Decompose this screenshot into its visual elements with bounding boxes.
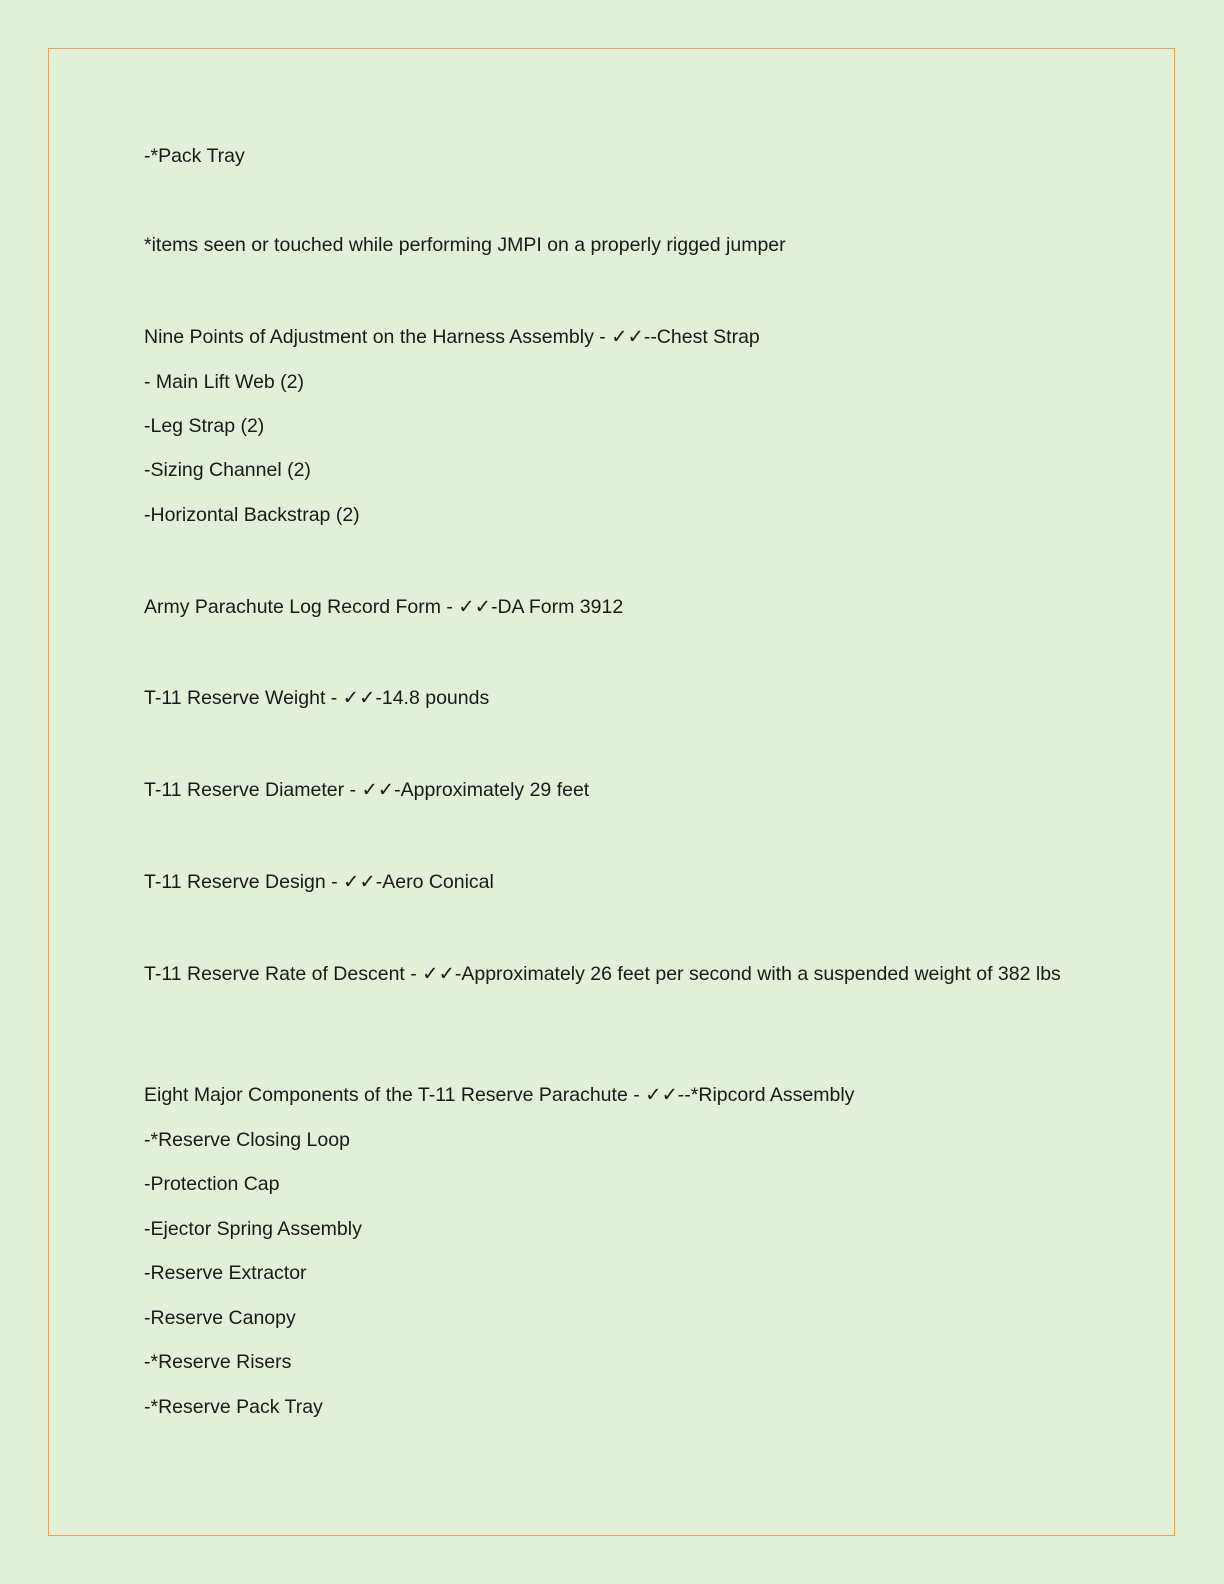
text-line-log-record-form: Army Parachute Log Record Form - ✓✓-DA Form 3912 — [144, 596, 624, 618]
text-line-sizing-channel: -Sizing Channel (2) — [144, 459, 311, 481]
text-line-horizontal-backstrap: -Horizontal Backstrap (2) — [144, 504, 360, 526]
text-line-reserve-weight: T-11 Reserve Weight - ✓✓-14.8 pounds — [144, 687, 490, 709]
text-line-reserve-extractor: -Reserve Extractor — [144, 1262, 307, 1284]
text-line-protection-cap: -Protection Cap — [144, 1173, 280, 1195]
text-line-reserve-design: T-11 Reserve Design - ✓✓-Aero Conical — [144, 871, 494, 893]
text-line-reserve-pack-tray: -*Reserve Pack Tray — [144, 1396, 323, 1418]
text-line-reserve-diameter: T-11 Reserve Diameter - ✓✓-Approximately 29 feet — [144, 779, 590, 801]
text-line-reserve-canopy: -Reserve Canopy — [144, 1307, 296, 1329]
text-line-nine-points: Nine Points of Adjustment on the Harness Assembly - ✓✓--Chest Strap — [144, 326, 760, 348]
text-line-closing-loop: -*Reserve Closing Loop — [144, 1129, 350, 1151]
text-line-rate-of-descent: T-11 Reserve Rate of Descent - ✓✓-Approximately 26 feet per second with a suspended weight of 382 lbs — [144, 963, 1061, 985]
text-line-jmpi-note: *items seen or touched while performing JMPI on a properly rigged jumper — [144, 234, 786, 256]
text-line-reserve-risers: -*Reserve Risers — [144, 1351, 292, 1373]
text-line-pack-tray: -*Pack Tray — [144, 145, 245, 167]
text-line-leg-strap: -Leg Strap (2) — [144, 415, 265, 437]
text-line-ejector-spring: -Ejector Spring Assembly — [144, 1218, 362, 1240]
text-line-main-lift-web: - Main Lift Web (2) — [144, 371, 305, 393]
text-line-eight-components: Eight Major Components of the T-11 Reserve Parachute - ✓✓--*Ripcord Assembly — [144, 1084, 855, 1106]
